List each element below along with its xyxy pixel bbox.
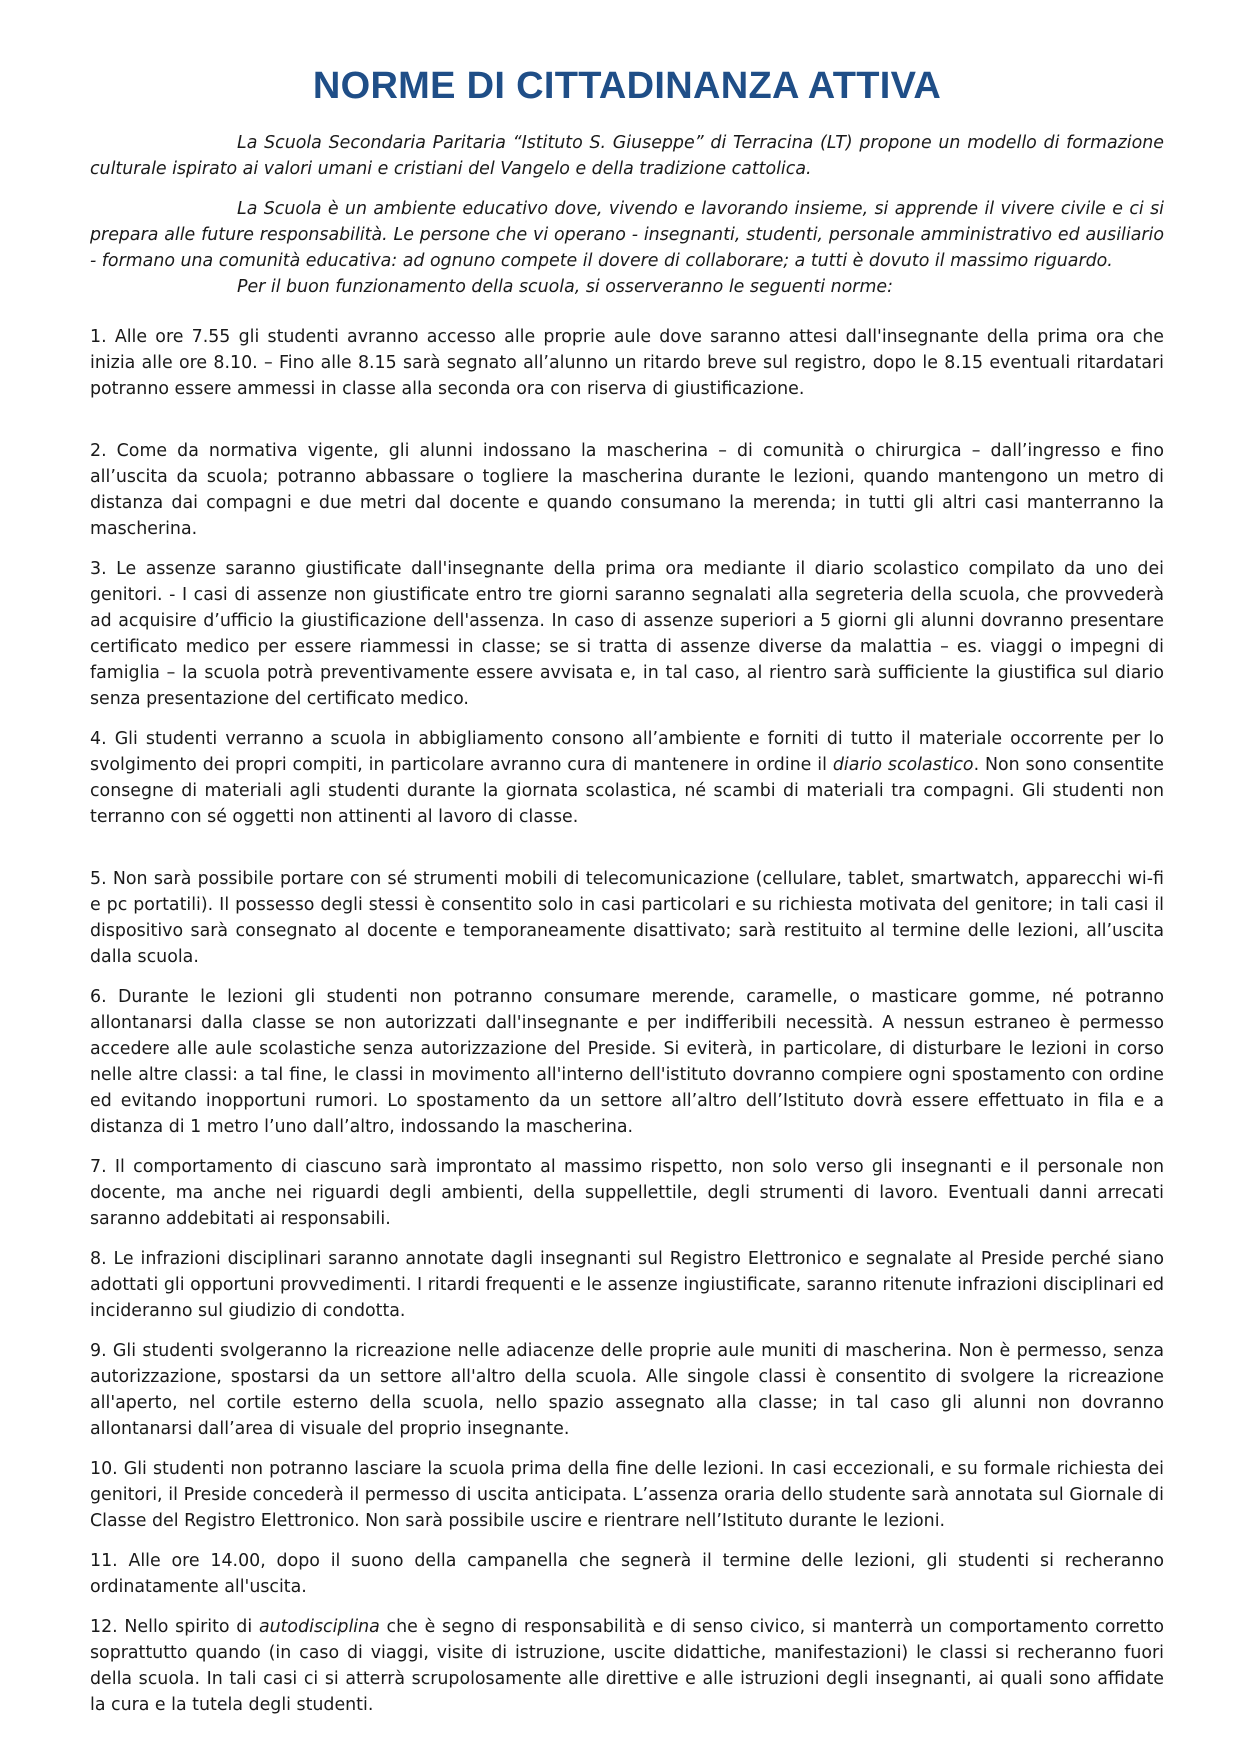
rule-5: 5. Non sarà possibile portare con sé strumenti mobili di telecomunicazione (cellulare, tablet, smartwatch, apparecchi wi-fi e pc portatili). Il possesso degli stessi è consentito solo in casi particolari e su richiesta motivata del genitore; in tali casi il dispositivo sarà consegnato al docente e temporaneamente disattivato; sarà restituito al termine delle lezioni, all’uscita dalla scuola. [90,869,1164,967]
rule-11: 11. Alle ore 14.00, dopo il suono della campanella che segnerà il termine delle lezioni, gli studenti si recheranno ordinatamente all'uscita. [90,1551,1164,1597]
rule-12-text-a: 12. Nello spirito di [90,1617,259,1637]
rule-4-text-a: 4. Gli studenti verranno a scuola in abbigliamento consono all’ambiente e forniti di tutto il materiale occorrente per lo svolgimento dei propri compiti, in particolare avranno cura di mantenere in ordine il [90,729,1164,775]
intro-paragraph-1 [90,130,1164,182]
intro-paragraph-3 [90,274,1164,300]
rule-12 [90,1614,1164,1718]
rule-12-emphasis: autodisciplina [258,1617,380,1637]
intro-text-2: La Scuola è un ambiente educativo dove, vivendo e lavorando insieme, si apprende il vivere civile e ci si prepara alle future responsabilità. Le persone che vi operano - insegnanti, studenti, personale amministrativo ed ausiliario - formano una comunità educativa: ad ognuno compete il dovere di collaborare; a tutti è dovuto il massimo riguardo. [90,199,1164,271]
intro-paragraph-2 [90,196,1164,274]
rule-10: 10. Gli studenti non potranno lasciare la scuola prima della fine delle lezioni. In casi eccezionali, e su formale richiesta dei genitori, il Preside concederà il permesso di uscita anticipata. L’assenza oraria dello studente sarà annotata sul Giornale di Classe del Registro Elettronico. Non sarà possibile uscire e rientrare nell’Istituto durante le lezioni. [90,1459,1164,1531]
intro-text-3: Per il buon funzionamento della scuola, si osserveranno le seguenti norme: [237,277,893,297]
rule-12-text-b: che è segno di responsabilità e di senso civico, si manterrà un comportamento corretto soprattutto quando (in caso di viaggi, visite di istruzione, uscite didattiche, manifestazioni) le classi si recheranno fuori della scuola. In tali casi ci si atterrà scrupolosamente alle direttive e alle istruzioni degli insegnanti, ai quali sono affidate la cura e la tutela degli studenti. [90,1617,1164,1715]
rule-2: 2. Come da normativa vigente, gli alunni indossano la mascherina – di comunità o chirurgica – dall’ingresso e fino all’uscita da scuola; potranno abbassare o togliere la mascherina durante le lezioni, quando mantengono un metro di distanza dai compagni e due metri dal docente e quando consumano la merenda; in tutti gli altri casi manterranno la mascherina. [90,441,1164,539]
rule-7: 7. Il comportamento di ciascuno sarà improntato al massimo rispetto, non solo verso gli insegnanti e il personale non docente, ma anche nei riguardi degli ambienti, della suppellettile, degli strumenti di lavoro. Eventuali danni arrecati saranno addebitati ai responsabili. [90,1157,1164,1229]
rule-8: 8. Le infrazioni disciplinari saranno annotate dagli insegnanti sul Registro Elettronico e segnalate al Preside perché siano adottati gli opportuni provvedimenti. I ritardi frequenti e le assenze ingiustificate, saranno ritenute infrazioni disciplinari ed incideranno sul giudizio di condotta. [90,1249,1164,1321]
page-title: NORME DI CITTADINANZA ATTIVA [312,65,942,107]
rule-9: 9. Gli studenti svolgeranno la ricreazione nelle adiacenze delle proprie aule muniti di mascherina. Non è permesso, senza autorizzazione, spostarsi da un settore all'altro della scuola. Alle singole classi è consentito di svolgere la ricreazione all'aperto, nel cortile esterno della scuola, nello spazio assegnato alla classe; in tal caso gli alunni non dovranno allontanarsi dall’area di visuale del proprio insegnante. [90,1341,1164,1439]
intro-text-1: La Scuola Secondaria Paritaria “Istituto S. Giuseppe” di Terracina (LT) propone un modello di formazione culturale ispirato ai valori umani e cristiani del Vangelo e della tradizione cattolica. [90,133,1164,179]
rule-1: 1. Alle ore 7.55 gli studenti avranno accesso alle proprie aule dove saranno attesi dall'insegnante della prima ora che inizia alle ore 8.10. – Fino alle 8.15 sarà segnato all’alunno un ritardo breve sul registro, dopo le 8.15 eventuali ritardatari potranno essere ammessi in classe alla seconda ora con riserva di giustificazione. [90,327,1164,399]
rule-4 [90,726,1164,830]
rule-4-text-b: . Non sono consentite consegne di materiali agli studenti durante la giornata scolastica, né scambi di materiali tra compagni. Gli studenti non terranno con sé oggetti non attinenti al lavoro di classe. [90,755,1165,827]
rule-6: 6. Durante le lezioni gli studenti non potranno consumare merende, caramelle, o masticare gomme, né potranno allontanarsi dalla classe se non autorizzati dall'insegnante e per indifferibili necessità. A nessun estraneo è permesso accedere alle aule scolastiche senza autorizzazione del Preside. Si eviterà, in particolare, di disturbare le lezioni in corso nelle altre classi: a tal fine, le classi in movimento all'interno dell'istituto dovranno compiere ogni spostamento con ordine ed evitando inopportuni rumori. Lo spostamento da un settore all’altro dell’Istituto dovrà essere effettuato in fila e a distanza di 1 metro l’uno dall’altro, indossando la mascherina. [90,987,1164,1137]
rule-3: 3. Le assenze saranno giustificate dall'insegnante della prima ora mediante il diario scolastico compilato da uno dei genitori. - I casi di assenze non giustificate entro tre giorni saranno segnalati alla segreteria della scuola, che provvederà ad acquisire d’ufficio la giustificazione dell'assenza. In caso di assenze superiori a 5 giorni gli alunni dovranno presentare certificato medico per essere riammessi in classe; se si tratta di assenze diverse da malattia – es. viaggi o impegni di famiglia – la scuola potrà preventivamente essere avvisata e, in tal caso, al rientro sarà sufficiente la giustifica sul diario senza presentazione del certificato medico. [90,559,1164,709]
rule-4-emphasis: diario scolastico [832,755,974,775]
